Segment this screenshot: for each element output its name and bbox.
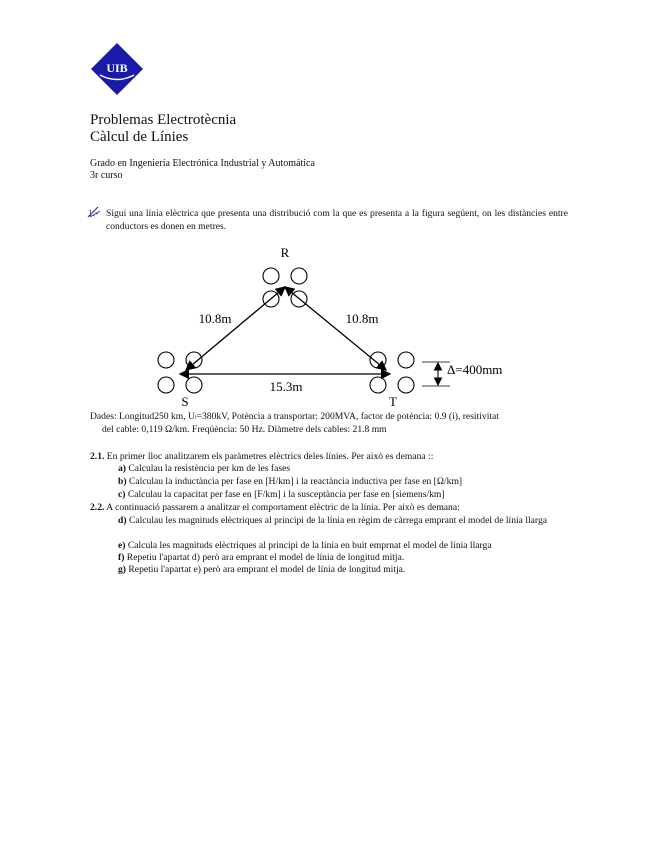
label-r: R — [280, 245, 290, 260]
section-2-2 — [90, 502, 568, 514]
list-item: e) Calcula les magnituds elèctriques al principi de la línia en buit emprnat el model de línia llarga — [118, 540, 492, 551]
degree-name: Grado en Ingeniería Electrónica Industrial y Automática — [90, 158, 315, 169]
data-line-1: Dades: Longitud250 km, Uₗ=380kV, Potència a transportar: 200MVA, factor de potència: 0.9 (i), resitivitat — [90, 411, 499, 422]
section-2-1 — [90, 451, 568, 463]
label-delta: Δ=400mm — [447, 362, 503, 377]
problem-number: 1.- — [88, 207, 104, 220]
list-item: c) Calculau la capacitat per fase en [F/km] i la susceptància per fase en [siemens/km] — [118, 489, 445, 500]
page-title — [90, 112, 236, 146]
section-2-2-text: A continuació passarem a analitzar el comportament elèctric de la línia. Per això es demana: — [106, 502, 460, 513]
problem-text: Sigui una línia elèctrica que presenta una distribució com la que es presenta a la figura següent, on les distàncies entre conductors es donen en metres. — [106, 208, 568, 232]
list-item: b) Calculau la inductància per fase en [H/km] i la reactància inductiva per fase en [Ω/km] — [118, 476, 463, 487]
logo-text: UIB — [106, 61, 128, 75]
section-2-2-number: 2.2. — [90, 502, 105, 513]
label-dist-rt: 10.8m — [345, 311, 379, 326]
phase-t-bundle — [370, 352, 414, 393]
list-item: g) Repetiu l'apartat e) però ara emprant el model de línia de longitud mitja. — [118, 564, 406, 575]
label-t: T — [389, 394, 397, 409]
label-dist-st: 15.3m — [269, 379, 303, 394]
list-item: a) Calculau la resistència per km de les fases — [118, 463, 291, 474]
title-line-2: Càlcul de Línies — [90, 129, 189, 145]
list-item: f) Repetiu l'apartat d) però ara emprant el model de línia de longitud mitja. — [118, 552, 405, 563]
course-info — [90, 158, 315, 182]
title-line-1: Problemas Electrotècnia — [90, 112, 237, 128]
conductor-layout-figure — [140, 240, 520, 410]
problem-statement — [88, 207, 568, 233]
section-2-1-text: En primer lloc analitzarem els paràmetres elèctrics deles línies. Per això es demana :: — [106, 451, 434, 462]
rt-distance-arrow — [285, 287, 386, 370]
data-line-2: del cable: 0,119 Ω/km. Freqüència: 50 Hz. Diàmetre dels cables: 21.8 mm — [102, 424, 387, 435]
label-s: S — [181, 394, 189, 409]
section-2-1-number: 2.1. — [90, 451, 105, 462]
label-dist-rs: 10.8m — [198, 311, 232, 326]
uib-logo — [90, 42, 144, 96]
rs-distance-arrow — [186, 287, 285, 370]
course-year: 3r curso — [90, 170, 123, 181]
list-item: d) Calculau les magnituds elèctriques al principi de la línia en règim de càrrega emprant el model de línia llarga — [118, 515, 547, 526]
phase-s-bundle — [158, 352, 202, 393]
problem-data — [90, 410, 564, 436]
